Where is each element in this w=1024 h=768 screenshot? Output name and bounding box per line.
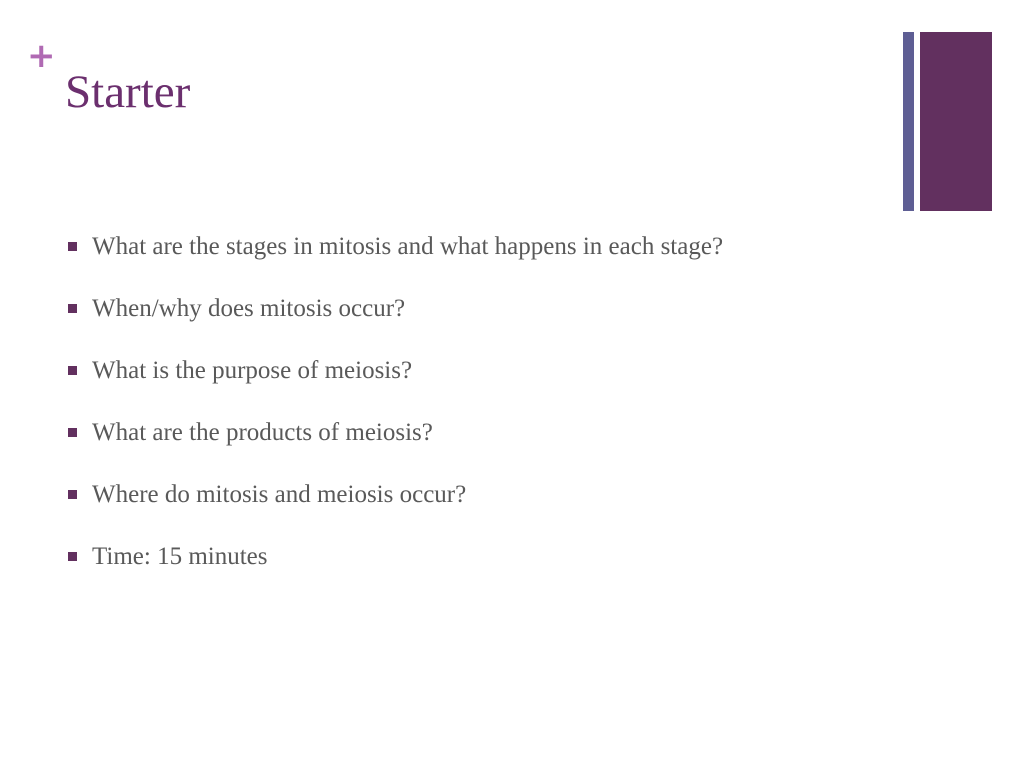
decorative-bar-thick xyxy=(920,32,992,211)
square-bullet-icon xyxy=(68,490,77,499)
bullet-list xyxy=(67,229,857,601)
slide-title: Starter xyxy=(65,66,191,118)
decorative-bar-thin xyxy=(903,32,914,211)
bullet-item xyxy=(67,539,857,574)
bullet-item xyxy=(67,291,857,326)
square-bullet-icon xyxy=(68,304,77,313)
bullet-item xyxy=(67,353,857,388)
bullet-text: What is the purpose of meiosis? xyxy=(92,357,413,384)
bullet-text: What are the products of meiosis? xyxy=(92,419,433,446)
bullet-item xyxy=(67,477,857,512)
bullet-text: What are the stages in mitosis and what happens in each stage? xyxy=(92,233,724,260)
bullet-item xyxy=(67,415,857,450)
square-bullet-icon xyxy=(68,242,77,251)
square-bullet-icon xyxy=(68,428,77,437)
square-bullet-icon xyxy=(68,366,77,375)
bullet-text: Time: 15 minutes xyxy=(92,543,268,570)
bullet-text: When/why does mitosis occur? xyxy=(92,295,406,322)
square-bullet-icon xyxy=(68,552,77,561)
bullet-item xyxy=(67,229,857,264)
plus-icon: + xyxy=(27,36,56,76)
bullet-text: Where do mitosis and meiosis occur? xyxy=(92,481,467,508)
